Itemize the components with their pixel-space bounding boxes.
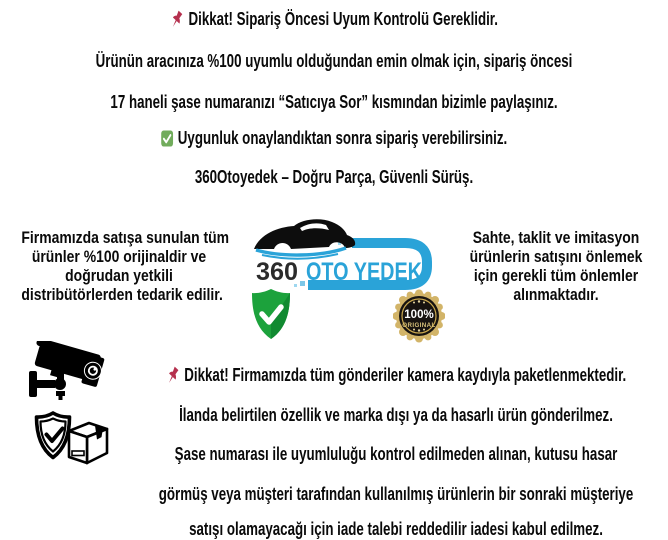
return-policy-line-2: görmüş veya müşteri tarafından kullanılmış ürünlerin bir sonraki müşteriye [158,483,634,504]
warning-line-1-text: Dikkat! Sipariş Öncesi Uyum Kontrolü Gereklidir. [188,8,498,29]
packing-warning-line [184,364,627,386]
vin-line: 17 haneli şase numaranızı “Satıcıya Sor” kısmından bizimle paylaşınız. [110,91,558,112]
anti-counterfeit-text-block: Sahte, taklit ve imitasyon ürünlerin satışını önlemek için gerekli tüm önlemler alınmaktadır. [469,228,643,304]
compat-line: Ürünün aracınıza %100 uyumlu olduğundan emin olmak için, sipariş öncesi [95,50,573,71]
original-badge-icon [393,288,445,349]
pushpin-icon [170,10,184,29]
logo-number: 360 [256,258,298,286]
approval-line-text: Uygunluk onaylandıktan sonra sipariş verebilirsiniz. [177,127,508,148]
badge-percent: 100% [404,309,434,321]
originality-text-block: Firmamızda satışa sunulan tüm ürünler %100 orijinaldir ve doğrudan yetkili distribütörlerden tedarik edilir. [21,228,230,304]
warning-line-1 [87,8,581,30]
slogan-line: 360Otoyedek – Doğru Parça, Güvenli Sürüş. [194,166,474,187]
check-box-icon [161,130,174,147]
listing-line: İlanda belirtilen özellik ve marka dışı ya da hasarlı ürün gönderilmez. [179,404,613,425]
return-policy-line-1: Şase numarası ile uyumluluğu kontrol edilmeden alınan, kutusu hasar [174,443,618,464]
pushpin-icon [166,366,180,385]
cctv-camera-icon [27,341,113,408]
package-protection-icon [31,411,109,478]
packing-warning-text: Dikkat! Firmamızda tüm gönderiler kamera kaydıyla paketlenmektedir. [184,364,627,385]
shield-check-icon [251,288,291,345]
car-logo-icon [250,216,444,296]
approval-line [87,127,581,149]
return-policy-line-3: satışı olamayacağı için iade talebi reddedilir iadesi kabul edilmez. [189,518,603,539]
logo-name: OTO YEDEK [306,258,422,286]
badge-label: ORIGINAL [402,322,436,329]
